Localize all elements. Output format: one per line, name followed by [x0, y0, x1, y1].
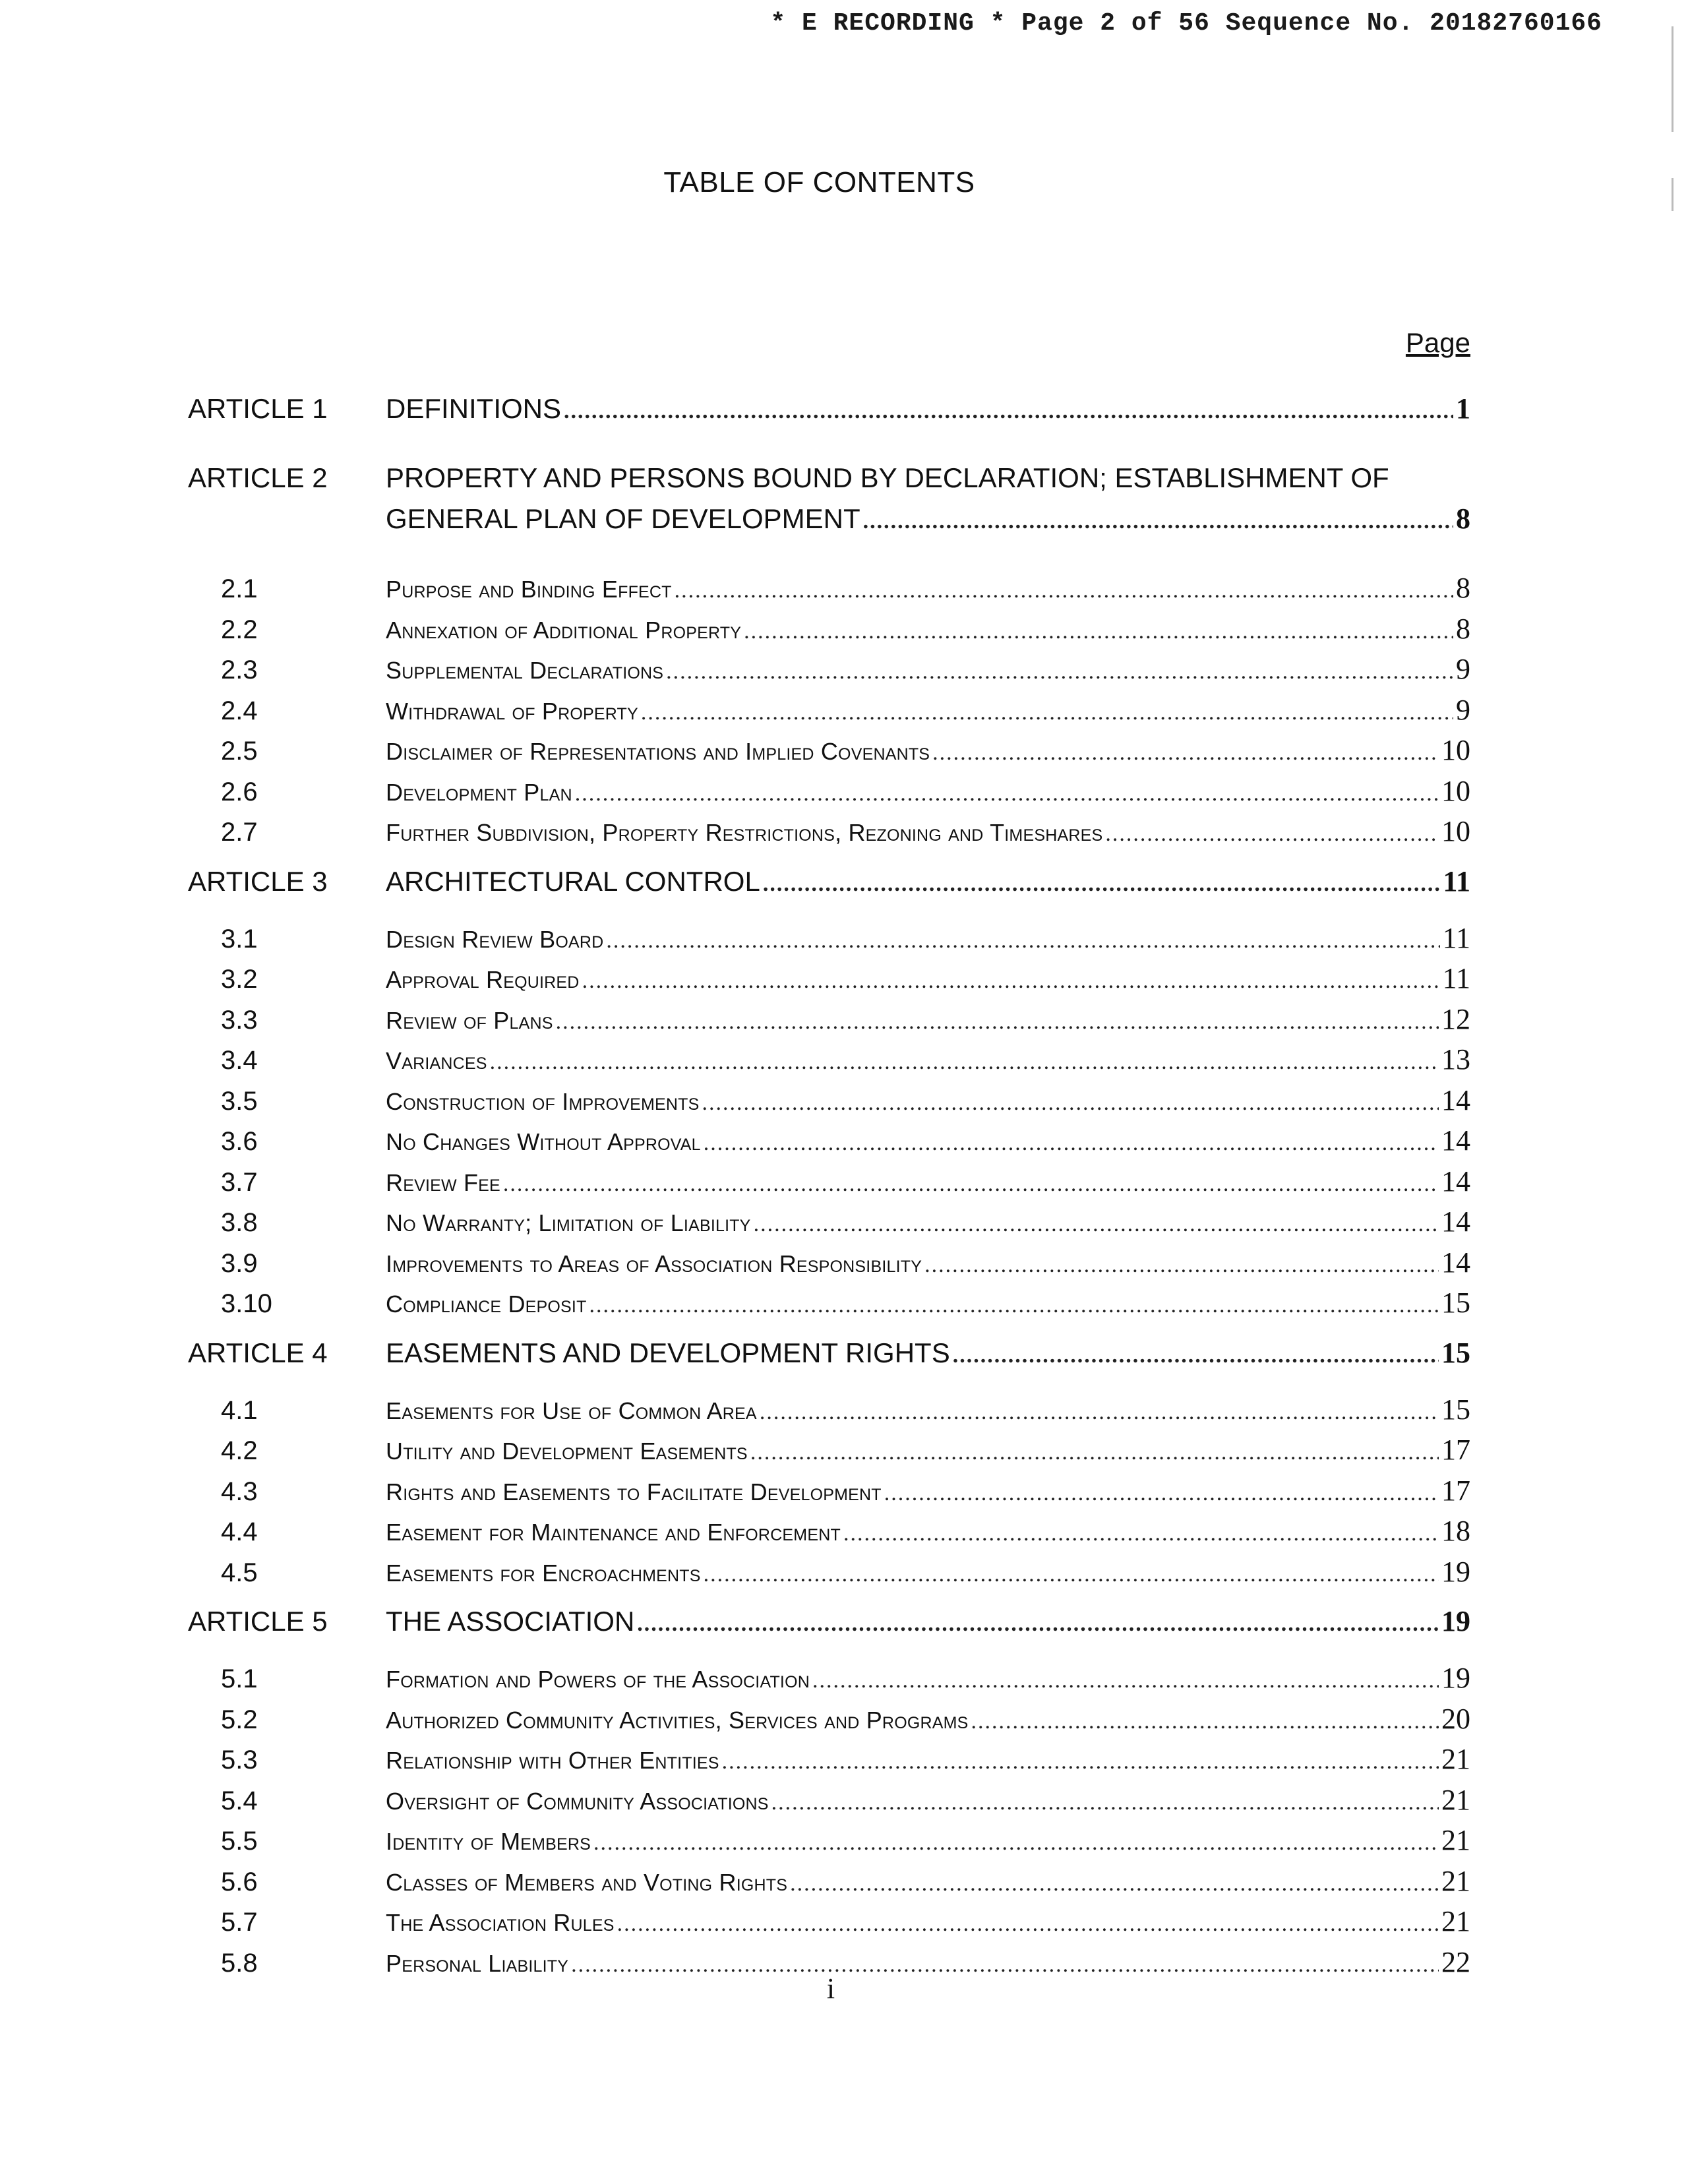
section-number: 5.4: [221, 1786, 258, 1815]
page-number: 19: [1441, 1605, 1470, 1637]
page-number: 12: [1441, 1002, 1470, 1035]
article-title: DEFINITIONS: [386, 393, 562, 424]
dot-leader: [953, 1343, 1439, 1368]
dot-leader: [589, 1293, 1439, 1318]
toc-section-5-5[interactable]: [0, 1823, 1688, 1864]
dot-leader: [884, 1481, 1439, 1506]
toc-article-5[interactable]: [0, 1604, 1688, 1661]
dot-leader: [1105, 822, 1439, 847]
page-number: 18: [1441, 1515, 1470, 1547]
section-number: 4.4: [221, 1517, 258, 1546]
dot-leader: [637, 1612, 1439, 1637]
dot-leader: [666, 659, 1453, 684]
section-number: 3.1: [221, 924, 258, 954]
dot-leader: [575, 781, 1439, 806]
section-number: 2.2: [221, 615, 258, 644]
dot-leader: [675, 578, 1453, 603]
section-title: Relationship with Other Entities: [386, 1747, 719, 1774]
section-title: Approval Required: [386, 966, 580, 993]
section-title: Review of Plans: [386, 1006, 553, 1034]
section-number: 3.4: [221, 1046, 258, 1075]
toc-section-2-1[interactable]: [0, 571, 1688, 612]
toc-section-5-3[interactable]: [0, 1742, 1688, 1783]
page-number: 8: [1456, 612, 1470, 645]
section-title: Formation and Powers of the Association: [386, 1666, 810, 1693]
article-title: ARCHITECTURAL CONTROL: [386, 865, 760, 897]
toc-section-5-6[interactable]: [0, 1864, 1688, 1905]
page-number: 17: [1441, 1434, 1470, 1466]
toc-article-2[interactable]: [0, 458, 1688, 557]
section-number: 3.3: [221, 1005, 258, 1035]
page-number: 15: [1441, 1336, 1470, 1369]
section-title: Purpose and Binding Effect: [386, 576, 672, 603]
dot-leader: [722, 1749, 1439, 1774]
section-number: 3.7: [221, 1167, 258, 1197]
toc-article-1[interactable]: [0, 392, 1688, 448]
section-title: Annexation of Additional Property: [386, 616, 742, 644]
section-number: 2.4: [221, 696, 258, 725]
dot-leader: [924, 1253, 1439, 1278]
section-title: Identity of Members: [386, 1828, 591, 1855]
page-number: 21: [1441, 1743, 1470, 1775]
section-title: Supplemental Declarations: [386, 657, 664, 684]
page-number: 19: [1441, 1555, 1470, 1588]
page-number: 21: [1441, 1864, 1470, 1897]
page-number: 10: [1441, 774, 1470, 807]
section-title: No Warranty; Limitation of Liability: [386, 1209, 751, 1236]
article-title: EASEMENTS AND DEVELOPMENT RIGHTS: [386, 1337, 950, 1368]
section-title: Rights and Easements to Facilitate Development: [386, 1478, 882, 1505]
toc-section-3-8[interactable]: [0, 1205, 1688, 1246]
section-number: 5.1: [221, 1664, 258, 1693]
section-title: Compliance Deposit: [386, 1290, 587, 1318]
toc-section-3-4[interactable]: [0, 1043, 1688, 1083]
dot-leader: [863, 501, 1453, 542]
toc-section-3-2[interactable]: [0, 961, 1688, 1002]
page-number: 11: [1442, 921, 1470, 954]
section-title: Easements for Use of Common Area: [386, 1397, 757, 1424]
toc-section-3-6[interactable]: [0, 1124, 1688, 1165]
page-number: 13: [1441, 1043, 1470, 1076]
dot-leader: [744, 619, 1453, 644]
page-column-label: Page: [1405, 327, 1470, 358]
section-number: 3.8: [221, 1208, 258, 1237]
article-title-line-1: PROPERTY AND PERSONS BOUND BY DECLARATION; ESTABLISHMENT OF: [386, 462, 1389, 493]
section-title: Easement for Maintenance and Enforcement: [386, 1519, 841, 1546]
section-number: 2.6: [221, 777, 258, 806]
section-number: 2.1: [221, 574, 258, 603]
section-title: No Changes Without Approval: [386, 1128, 701, 1155]
toc-section-5-1[interactable]: [0, 1661, 1688, 1702]
toc-section-5-4[interactable]: [0, 1783, 1688, 1824]
section-number: 5.7: [221, 1908, 258, 1937]
section-number: 3.10: [221, 1289, 272, 1318]
dot-leader: [593, 1831, 1439, 1856]
page-number: 21: [1441, 1905, 1470, 1937]
page-number: 11: [1443, 864, 1470, 897]
toc-section-5-2[interactable]: [0, 1702, 1688, 1743]
section-number: 5.3: [221, 1745, 258, 1774]
page-number: 19: [1441, 1662, 1470, 1694]
toc-article-4[interactable]: [0, 1336, 1688, 1393]
toc-section-2-2[interactable]: [0, 612, 1688, 653]
dot-leader: [760, 1400, 1439, 1425]
section-title: Personal Liability: [386, 1949, 569, 1977]
section-title: Classes of Members and Voting Rights: [386, 1868, 788, 1896]
section-number: 2.3: [221, 655, 258, 684]
dot-leader: [771, 1790, 1439, 1815]
dot-leader: [641, 700, 1453, 725]
section-number: 5.2: [221, 1705, 258, 1734]
page-number: 8: [1456, 502, 1470, 535]
article-title: THE ASSOCIATION: [386, 1606, 635, 1637]
toc-section-2-6[interactable]: [0, 774, 1688, 815]
page-number: 1: [1456, 392, 1470, 425]
article-number: ARTICLE 4: [188, 1337, 328, 1368]
section-number: 4.5: [221, 1558, 258, 1587]
page-number: 15: [1441, 1287, 1470, 1319]
toc-section-2-4[interactable]: [0, 693, 1688, 734]
dot-leader: [812, 1668, 1439, 1693]
dot-leader: [971, 1709, 1439, 1734]
section-title: Utility and Development Easements: [386, 1438, 748, 1465]
toc-section-3-10[interactable]: [0, 1286, 1688, 1327]
toc-section-2-7[interactable]: [0, 814, 1688, 855]
dot-leader: [790, 1871, 1439, 1896]
page-number: 14: [1441, 1124, 1470, 1157]
dot-leader: [763, 872, 1441, 897]
article-number: ARTICLE 1: [188, 393, 328, 424]
toc-section-3-5[interactable]: [0, 1083, 1688, 1124]
section-title: Disclaimer of Representations and Implied Covenants: [386, 738, 930, 765]
section-title: Development Plan: [386, 778, 572, 806]
page-number: 14: [1441, 1083, 1470, 1116]
page-number: 15: [1441, 1393, 1470, 1426]
page-number: 9: [1456, 693, 1470, 726]
dot-leader: [843, 1521, 1439, 1546]
toc-article-3[interactable]: [0, 864, 1688, 921]
page-number: 9: [1456, 653, 1470, 685]
toc-section-4-4[interactable]: [0, 1514, 1688, 1555]
toc-section-4-3[interactable]: [0, 1474, 1688, 1515]
section-number: 3.6: [221, 1127, 258, 1156]
toc-section-3-1[interactable]: [0, 921, 1688, 962]
page-number: 14: [1441, 1205, 1470, 1238]
page-number: 17: [1441, 1474, 1470, 1507]
toc-section-3-7[interactable]: [0, 1165, 1688, 1205]
dot-leader: [704, 1131, 1439, 1156]
dot-leader: [617, 1912, 1439, 1937]
dot-leader: [754, 1212, 1439, 1237]
toc-section-3-9[interactable]: [0, 1246, 1688, 1287]
section-number: 2.7: [221, 818, 258, 847]
toc-section-3-3[interactable]: [0, 1002, 1688, 1043]
dot-leader: [564, 399, 1453, 424]
section-title: Authorized Community Activities, Services and Programs: [386, 1706, 969, 1734]
section-number: 3.5: [221, 1086, 258, 1116]
recording-header: * E RECORDING * Page 2 of 56 Sequence No. 20182760166: [770, 9, 1602, 38]
section-title: Construction of Improvements: [386, 1087, 700, 1115]
toc-section-4-2[interactable]: [0, 1433, 1688, 1474]
section-title: Easements for Encroachments: [386, 1559, 701, 1587]
section-number: 4.1: [221, 1395, 258, 1425]
section-title: Design Review Board: [386, 925, 604, 953]
article-title: GENERAL PLAN OF DEVELOPMENT: [386, 503, 860, 534]
section-number: 4.2: [221, 1436, 258, 1465]
dot-leader: [750, 1440, 1439, 1465]
page-number: 14: [1441, 1165, 1470, 1198]
page-number: 22: [1441, 1945, 1470, 1978]
page-number: 10: [1441, 815, 1470, 847]
page-number: 14: [1441, 1246, 1470, 1279]
scan-edge-mark: [1672, 178, 1673, 211]
toc-section-2-5[interactable]: [0, 733, 1688, 774]
section-title: Oversight of Community Associations: [386, 1787, 769, 1815]
section-number: 5.6: [221, 1867, 258, 1896]
section-title: Variances: [386, 1047, 487, 1074]
page-number: 8: [1456, 572, 1470, 604]
page-number: 11: [1442, 962, 1470, 994]
section-title: Improvements to Areas of Association Responsibility: [386, 1250, 922, 1277]
section-number: 2.5: [221, 737, 258, 766]
dot-leader: [582, 969, 1440, 994]
dot-leader: [932, 741, 1439, 766]
table-of-contents: [0, 382, 1688, 1986]
page-title: TABLE OF CONTENTS: [663, 166, 975, 198]
section-title: Withdrawal of Property: [386, 697, 638, 725]
dot-leader: [606, 928, 1439, 954]
toc-section-4-5[interactable]: [0, 1555, 1688, 1596]
toc-section-4-1[interactable]: [0, 1393, 1688, 1434]
section-number: 4.3: [221, 1476, 258, 1506]
section-number: 3.9: [221, 1248, 258, 1278]
scan-edge-mark: [1672, 26, 1673, 132]
page-number: 21: [1441, 1783, 1470, 1816]
page-number: 10: [1441, 734, 1470, 766]
toc-section-5-7[interactable]: [0, 1904, 1688, 1945]
page-number: 21: [1441, 1824, 1470, 1856]
article-number: ARTICLE 3: [188, 865, 328, 897]
dot-leader: [704, 1562, 1439, 1587]
dot-leader: [556, 1010, 1439, 1035]
page-number: 20: [1441, 1702, 1470, 1735]
section-title: Review Fee: [386, 1168, 500, 1196]
article-number: ARTICLE 2: [188, 462, 328, 493]
dot-leader: [503, 1172, 1439, 1197]
section-title: The Association Rules: [386, 1909, 615, 1936]
section-number: 5.5: [221, 1827, 258, 1856]
page-footer-number: i: [826, 1972, 835, 2005]
section-number: 3.2: [221, 965, 258, 994]
dot-leader: [702, 1091, 1439, 1116]
section-number: 5.8: [221, 1948, 258, 1978]
article-number: ARTICLE 5: [188, 1606, 328, 1637]
section-title: Further Subdivision, Property Restrictions, Rezoning and Timeshares: [386, 819, 1103, 846]
toc-section-2-3[interactable]: [0, 652, 1688, 693]
dot-leader: [490, 1050, 1439, 1075]
